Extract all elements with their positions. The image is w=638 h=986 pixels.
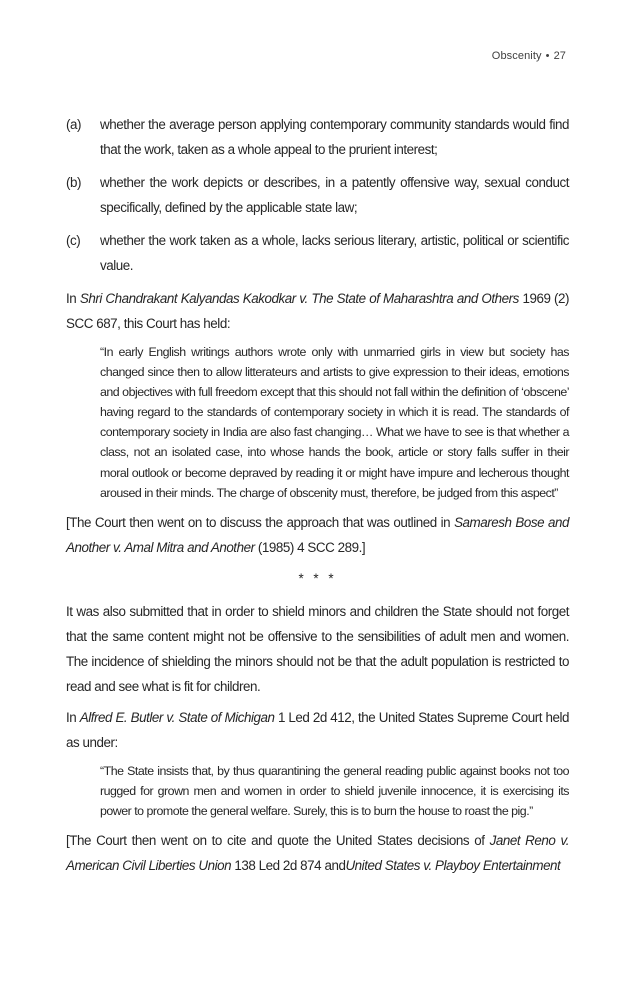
paragraph-us-decisions	[66, 828, 569, 878]
criterion-text: whether the work depicts or describes, in a patently offensive way, sexual conduct specifically, defined by the applicable state law;	[100, 175, 569, 215]
para-prefix: [The Court then went on to cite and quote the United States decisions of	[66, 833, 490, 849]
para-prefix: In	[66, 291, 80, 306]
para-suffix: 1 Led 2d 412, the United States Supreme Court held as under:	[66, 709, 569, 750]
case-citation: Alfred E. Butler v. State of Michigan	[79, 709, 275, 725]
paragraph-butler-intro	[66, 705, 569, 755]
section-separator: * * *	[298, 570, 337, 586]
case-citation: Samaresh Bose and Another v. Amal Mitra and Another	[66, 514, 570, 555]
page-number: 27	[553, 50, 566, 62]
criterion-item-c	[66, 228, 569, 278]
criterion-marker: (b)	[66, 175, 82, 190]
criterion-item-a	[66, 112, 569, 162]
page-body	[66, 112, 569, 884]
criterion-marker: (a)	[66, 117, 82, 132]
running-header	[492, 50, 566, 62]
case-citation: Janet Reno v. American Civil Liberties Union	[66, 833, 569, 874]
block-quote-butler: “The State insists that, by thus quarantining the general reading public against books not too rugged for grown men and women in order to shield juvenile innocence, it is exercising its power to promote the general welfare. Surely, this is to burn the house to roast the pig.”	[100, 763, 569, 818]
criterion-marker: (c)	[66, 233, 81, 248]
para-suffix: (1985) 4 SCC 289.]	[254, 539, 366, 555]
paragraph-shield-minors: It was also submitted that in order to shield minors and children the State should not forget that the same content might not be offensive to the sensibilities of adult men and women. The incidence of shielding the minors should not be that the adult population is restricted to read and see what is fit for children.	[66, 603, 569, 694]
para-prefix: In	[66, 709, 80, 725]
paragraph-kakodkar-intro	[66, 286, 569, 336]
para-prefix: [The Court then went on to discuss the approach that was outlined in	[66, 514, 455, 530]
case-citation: Shri Chandrakant Kalyandas Kakodkar v. The State of Maharashtra and Others	[79, 291, 519, 306]
criterion-text: whether the average person applying contemporary community standards would find that the work, taken as a whole appeal to the prurient interest;	[100, 117, 569, 157]
header-section-title: Obscenity	[491, 50, 542, 62]
case-citation: United States v. Playboy Entertainment	[345, 858, 561, 874]
header-bullet: •	[545, 50, 550, 62]
para-suffix: 1969 (2) SCC 687, this Court has held:	[66, 291, 570, 331]
criterion-text: whether the work taken as a whole, lacks serious literary, artistic, political or scientific value.	[100, 233, 569, 273]
criterion-item-b	[66, 170, 569, 220]
para-middle: 138 Led 2d 874 and	[231, 858, 346, 874]
block-quote-kakodkar: “In early English writings authors wrote only with unmarried girls in view but society has changed since then to allow litterateurs and artists to give expression to their ideas, emotions and objectives with full freedom except that this should not fall within the definition of ‘obscene’ having regard to the standards of contemporary society in which it is read. The standards of contemporary society in India are also fast changing… What we have to see is that whether a class, not an isolated case, into whose hands the book, article or story falls suffer in their moral outlook or become depraved by reading it or might have impure and lecherous thought aroused in their minds. The charge of obscenity must, therefore, be judged from this aspect”	[100, 345, 569, 500]
paragraph-samaresh-bose	[66, 510, 569, 560]
